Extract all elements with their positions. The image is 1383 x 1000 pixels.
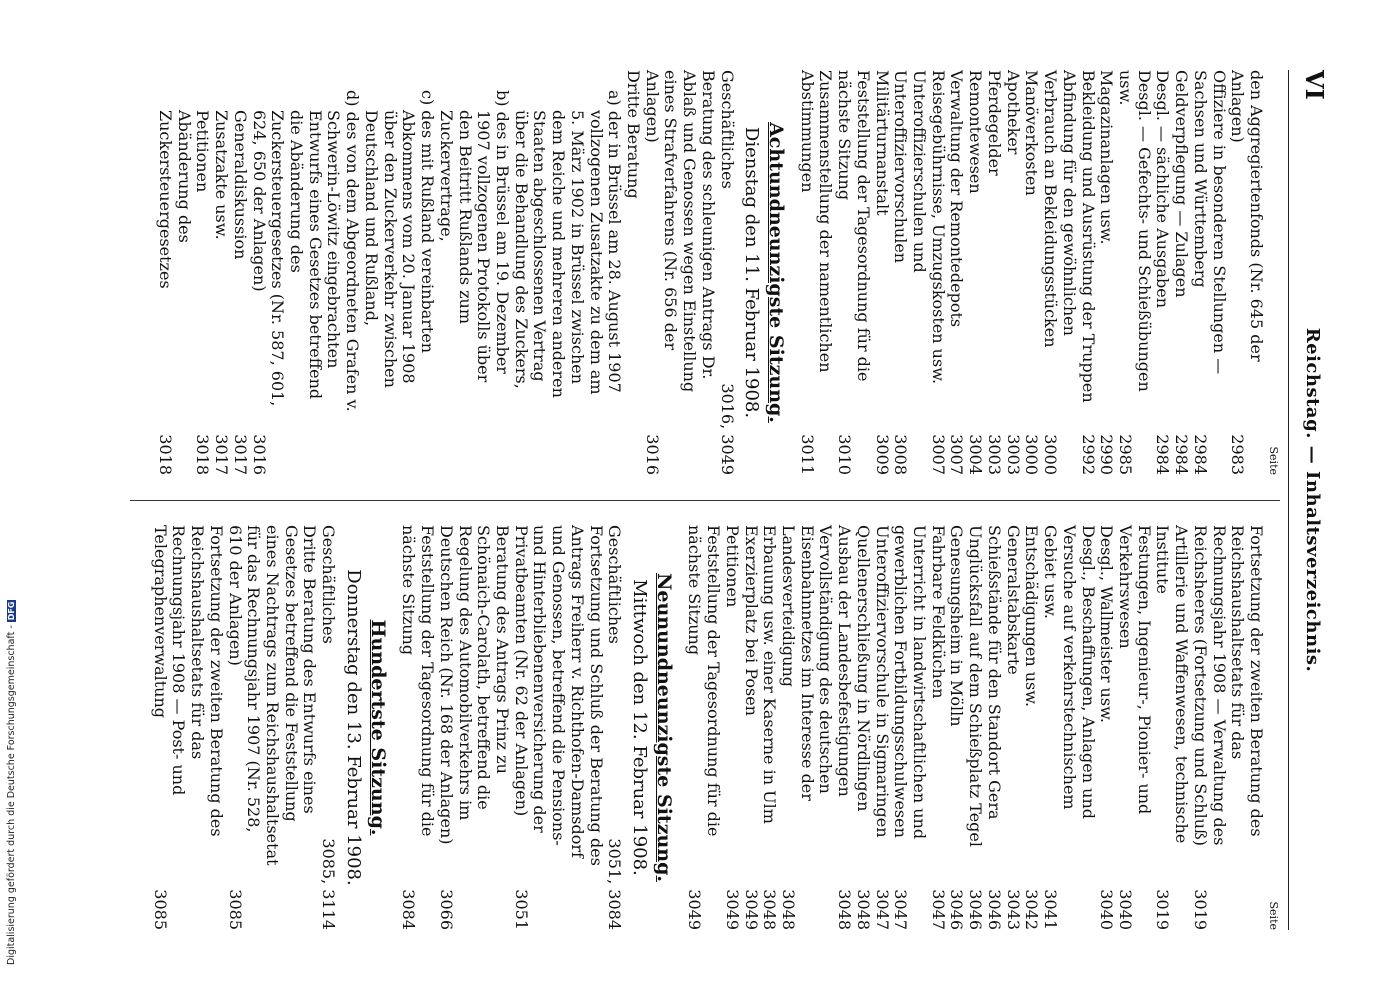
session-title: Hundertste Sitzung. <box>366 619 389 836</box>
entry-text: Generaldiskussion <box>230 110 250 260</box>
entry-text: den Aggregiertenfonds (Nr. 645 der Anlagen) <box>1228 70 1266 362</box>
entry-text: Desgl., Wallmeister usw. <box>1097 525 1117 723</box>
toc-entry <box>722 525 741 930</box>
entry-text: Fortsetzung der zweiten Beratung des Reichshaushaltsetats für das Rechnungsjahr 1908 — Post- und Telegraphenverwaltung <box>150 525 226 837</box>
dfg-logo: DFG <box>7 601 16 621</box>
seite-label: Seite <box>1267 446 1280 475</box>
toc-entry <box>797 70 834 475</box>
entry-text: Erbauung usw. einer Kaserne in Ulm <box>760 525 780 824</box>
entry-text: Beratung des schleunigen Antrags Dr. Ablaß und Genossen wegen Einstellung eines Strafverfahrens (Nr. 656 der Anlagen) <box>642 70 718 393</box>
page-reference: 3017 <box>212 434 232 475</box>
entry-text: c) des mit Rußland vereinbarten Abkommens vom 20. Januar 1908 über den Zuckerverkehr zwischen Deutschland und Rußland, <box>361 90 438 388</box>
toc-entry <box>834 70 871 475</box>
page-reference: 3049 <box>722 889 742 930</box>
entry-text: Verwaltung der Remontedepots <box>947 70 967 328</box>
toc-entry <box>928 70 947 475</box>
entry-text: Ausbau der Landesbefestigungen <box>835 525 855 797</box>
page-reference: 3016, 3049 <box>717 383 737 475</box>
entry-text: Schießstände für den Standort Gera <box>984 525 1004 820</box>
entry-text: Petitionen <box>722 525 742 608</box>
page-reference: 3018 <box>193 434 213 475</box>
toc-entry <box>249 70 361 475</box>
toc-entry <box>947 70 966 475</box>
toc-entry <box>436 525 511 930</box>
right-column <box>150 525 1280 930</box>
toc-entry <box>984 70 1003 475</box>
entry-text: Reisegebührnisse, Umzugskosten usw. <box>928 70 948 385</box>
toc-entry <box>1003 525 1022 930</box>
page-reference: 3048 <box>835 889 855 930</box>
page-reference: 3008 <box>891 434 911 475</box>
toc-entry <box>891 525 928 930</box>
entry-text: Dritte Beratung <box>624 70 643 199</box>
toc-entry <box>1190 525 1265 930</box>
entry-text: Remontewesen <box>966 70 986 194</box>
toc-entry <box>760 525 779 930</box>
page-reference: 3017 <box>230 434 250 475</box>
entry-text: Zusatzakte usw. <box>212 110 232 240</box>
page-reference: 3040 <box>1115 889 1135 930</box>
toc-entry <box>511 525 605 930</box>
page-reference: 3010 <box>835 434 855 475</box>
toc-entry <box>150 525 225 930</box>
toc-entry <box>319 525 338 930</box>
entry-text: Entschädigungen usw. <box>1022 525 1042 708</box>
toc-entry <box>225 525 319 930</box>
toc-entry <box>1097 525 1116 930</box>
entry-text: Unteroffiziervorschule in Sigmaringen <box>872 525 892 838</box>
column-divider <box>130 500 1280 501</box>
toc-entry <box>1040 70 1077 475</box>
toc-entry <box>717 70 736 475</box>
page-reference: 3040 <box>1097 889 1117 930</box>
toc-entry <box>685 525 722 930</box>
entry-text: Geschäftliches <box>605 525 625 644</box>
seite-label: Seite <box>1267 901 1280 930</box>
entry-text: Geschäftliches <box>717 70 737 189</box>
entry-text: Fahrbare Feldküchen <box>928 525 948 699</box>
toc-entry <box>1115 525 1152 930</box>
toc-entry <box>984 525 1003 930</box>
toc-entry <box>1228 70 1265 475</box>
toc-entry <box>436 70 511 475</box>
entry-text: Unglücksfall auf dem Schießplatz Tegel <box>966 525 986 847</box>
toc-entry <box>155 70 192 475</box>
entry-text: Militärturnanstalt <box>872 70 892 216</box>
entry-text: Fortsetzung der zweiten Beratung des Reichshaushaltsetats für das Rechnungsjahr 1908 — Verwaltung des Reichsheeres (Fortsetzung und Schluß) <box>1190 525 1266 846</box>
page-reference: 3051 <box>511 889 531 930</box>
toc-entry <box>230 70 249 475</box>
page-reference: 3000 <box>1022 434 1042 475</box>
toc-entry <box>872 70 891 475</box>
toc-entry <box>966 70 985 475</box>
toc-entry <box>361 70 436 475</box>
entry-text: Generalstabskarte <box>1003 525 1023 675</box>
toc-entry <box>1040 525 1096 930</box>
page-reference: 2983 <box>1228 434 1248 475</box>
entry-text: Unteroffizierschulen und Unteroffiziervorschulen <box>891 70 930 273</box>
page-reference: 3048 <box>853 889 873 930</box>
toc-entry <box>853 525 872 930</box>
toc-entry <box>928 525 947 930</box>
page-reference: 3041 <box>1041 889 1061 930</box>
left-column <box>150 70 1280 475</box>
page-reference: 3018 <box>156 434 176 475</box>
toc-entry <box>1153 70 1172 475</box>
entry-text: Vervollständigung des deutschen Eisenbahnnetzes im Interesse der Landesverteidigung <box>779 525 836 801</box>
entry-text: Pferdegelder <box>984 70 1004 176</box>
page-reference: 3049 <box>741 889 761 930</box>
page-number: VI <box>1300 70 1329 100</box>
page-reference: 3085, 3114 <box>319 838 339 930</box>
page-header <box>1288 70 1329 930</box>
toc-entry <box>1097 70 1116 475</box>
page-reference: 3016 <box>249 434 269 475</box>
page-reference: 3019 <box>1190 889 1210 930</box>
entry-text: Genesungsheim in Mölln <box>947 525 967 727</box>
entry-text: Manöverkosten <box>1022 70 1042 196</box>
page-reference: 3003 <box>1003 434 1023 475</box>
page-reference: 3011 <box>797 434 817 475</box>
page-reference: 3047 <box>891 889 911 930</box>
page-reference: 3085 <box>225 889 245 930</box>
toc-entry <box>1022 70 1041 475</box>
session-title: Neunundneunzigste Sitzung. <box>652 572 675 883</box>
entry-text: Fortsetzung und Schluß der Beratung des Antrags Freiherr v. Richthofen-Damsdorf und Genossen, betreffend die Pensions- und Hinterbliebenenversicherung der Privatbeamten (Nr. 62 der Anlagen) <box>511 525 606 866</box>
running-head: Reichstag. — Inhaltsverzeichnis. <box>1302 327 1323 673</box>
toc-entry <box>872 525 891 930</box>
page-reference: 3047 <box>928 889 948 930</box>
page-reference: 2984 <box>1153 434 1173 475</box>
page-reference: 2985 <box>1115 434 1135 475</box>
page-reference: 3043 <box>1003 889 1023 930</box>
page-reference: 3016 <box>642 434 662 475</box>
page-reference: 3066 <box>436 889 456 930</box>
page-reference: 3049 <box>685 889 705 930</box>
entry-text: Artillerie und Waffenwesen, technische Institute <box>1153 525 1192 844</box>
toc-entry <box>1003 70 1022 475</box>
page-reference: 3046 <box>966 889 986 930</box>
entry-text: Beratung des Antrags Prinz zu Schönaich-Carolath, betreffend die Regelung des Automobilverkehrs im Deutschen Reich (Nr. 168 der Anlagen) <box>436 525 512 845</box>
entry-text: Geschäftliches <box>319 525 339 644</box>
toc-entry <box>778 525 834 930</box>
session-date: Dienstag den 11. Februar 1908. <box>741 126 763 419</box>
entry-text: Feststellung der Tagesordnung für die nächste Sitzung <box>835 70 873 382</box>
entry-text: Feststellung der Tagesordnung für die nächste Sitzung <box>399 525 438 837</box>
toc-entry <box>605 525 624 930</box>
page-reference: 2992 <box>1078 434 1098 475</box>
entry-text: Petitionen <box>193 110 213 193</box>
toc-entry <box>947 525 966 930</box>
entry-text: Apotheker <box>1003 70 1023 155</box>
toc-entry <box>511 70 623 475</box>
page-reference: 3084 <box>399 889 419 930</box>
session-date: Mittwoch den 12. Februar 1908. <box>629 579 650 876</box>
toc-entry <box>1022 525 1041 930</box>
entry-text: Desgl., Beschaffungen, Anlagen und Versuche auf verkehrstechnischem Gebiet usw. <box>1041 525 1098 819</box>
toc-entry <box>1171 70 1190 475</box>
page-reference: 2984 <box>1172 434 1192 475</box>
digitization-text: Digitalisierung gefördert durch die Deutsche Forschungsgemeinschaft - <box>6 625 17 965</box>
entry-text: Abfindung für den gewöhnlichen Verbrauch an Bekleidungsstücken <box>1041 70 1079 348</box>
page-reference: 3007 <box>928 434 948 475</box>
toc-entry <box>891 70 928 475</box>
toc-entry <box>1190 70 1227 475</box>
page-reference: 3000 <box>1041 434 1061 475</box>
toc-entry <box>834 525 853 930</box>
page-reference: 3004 <box>966 434 986 475</box>
entry-text: Unterricht in landwirtschaftlichen und gewerblichen Fortbildungsschulwesen <box>891 525 930 840</box>
entry-text: Feststellung der Tagesordnung für die nächste Sitzung <box>685 525 724 837</box>
page-reference: 3051, 3084 <box>605 838 625 930</box>
toc-entry <box>1115 70 1152 475</box>
page-reference: 3046 <box>947 889 967 930</box>
entry-text: Exerzierplatz bei Posen <box>741 525 761 716</box>
page-reference: 3009 <box>872 434 892 475</box>
page-reference: 3047 <box>872 889 892 930</box>
page-reference: 3085 <box>150 889 170 930</box>
entry-text: Festungen, Ingenieur-, Pionier- und Verkehrswesen <box>1115 525 1154 815</box>
toc-entry <box>1153 525 1190 930</box>
page-reference: 3046 <box>984 889 1004 930</box>
digitization-note <box>6 600 17 965</box>
entry-text: Quellenerschließung in Nördlingen <box>853 525 873 812</box>
page-reference: 3019 <box>1153 889 1173 930</box>
page-reference: 2984 <box>1190 434 1210 475</box>
entry-text: b) des in Brüssel am 19. Dezember 1907 vollzogenen Protokolls über den Beitritt Rußlands zum Zuckervertrage, <box>436 90 512 383</box>
toc-entry <box>642 70 717 475</box>
columns <box>150 70 1280 930</box>
toc-entry <box>193 70 212 475</box>
entry-text: Offiziere in besonderen Stellungen — Sachsen und Württemberg <box>1190 70 1229 375</box>
session-date: Donnerstag den 13. Februar 1908. <box>342 569 364 886</box>
session-title: Achtundneunzigste Sitzung. <box>765 122 788 423</box>
toc-entry <box>399 525 436 930</box>
page-reference: 3003 <box>984 434 1004 475</box>
toc-entry <box>1078 70 1097 475</box>
page-reference: 3048 <box>760 889 780 930</box>
entry-text: Bekleidung und Ausrüstung der Truppen <box>1078 70 1098 403</box>
toc-entry <box>741 525 760 930</box>
page-reference: 3048 <box>779 889 799 930</box>
entry-text: Abänderung des Zuckersteuergesetzes <box>156 110 194 289</box>
toc-entry <box>966 525 985 930</box>
toc-entry <box>211 70 230 475</box>
entry-text: d) des von dem Abgeordneten Grafen v. Schwerin-Löwitz eingebrachten Entwurfs eines Gesetzes betreffend die Abänderung des Zuckersteuergesetzes (Nr. 587, 601, 624, 650 der Anlagen) <box>249 90 363 412</box>
page-reference: 2990 <box>1097 434 1117 475</box>
entry-text: a) der in Brüssel am 28. August 1907 vollzogenen Zusatzakte zu dem am 5. März 1902 in Brüssel zwischen dem Reiche und mehreren anderen Staaten abgeschlossenen Vertrag über die Behandlung des Zuckers, <box>511 90 625 398</box>
toc-entry <box>623 70 642 475</box>
page-reference: 3007 <box>947 434 967 475</box>
entry-text: Desgl. — Gefechts- und Schießübungen usw. <box>1115 70 1154 392</box>
entry-text: Desgl. — sächliche Ausgaben <box>1153 70 1173 309</box>
entry-text: Dritte Beratung des Entwurfs eines Gesetzes betreffend die Feststellung eines Nachtrags zum Reichshaushaltsetat für das Rechnungsjahr 1907 (Nr. 528, 610 der Anlagen) <box>225 525 320 866</box>
entry-text: Magazinanlagen usw. <box>1097 70 1117 245</box>
page-reference: 3042 <box>1022 889 1042 930</box>
entry-text: Zusammenstellung der namentlichen Abstimmungen <box>797 70 836 373</box>
entry-text: Geldverpflegung — Zulagen <box>1172 70 1192 298</box>
